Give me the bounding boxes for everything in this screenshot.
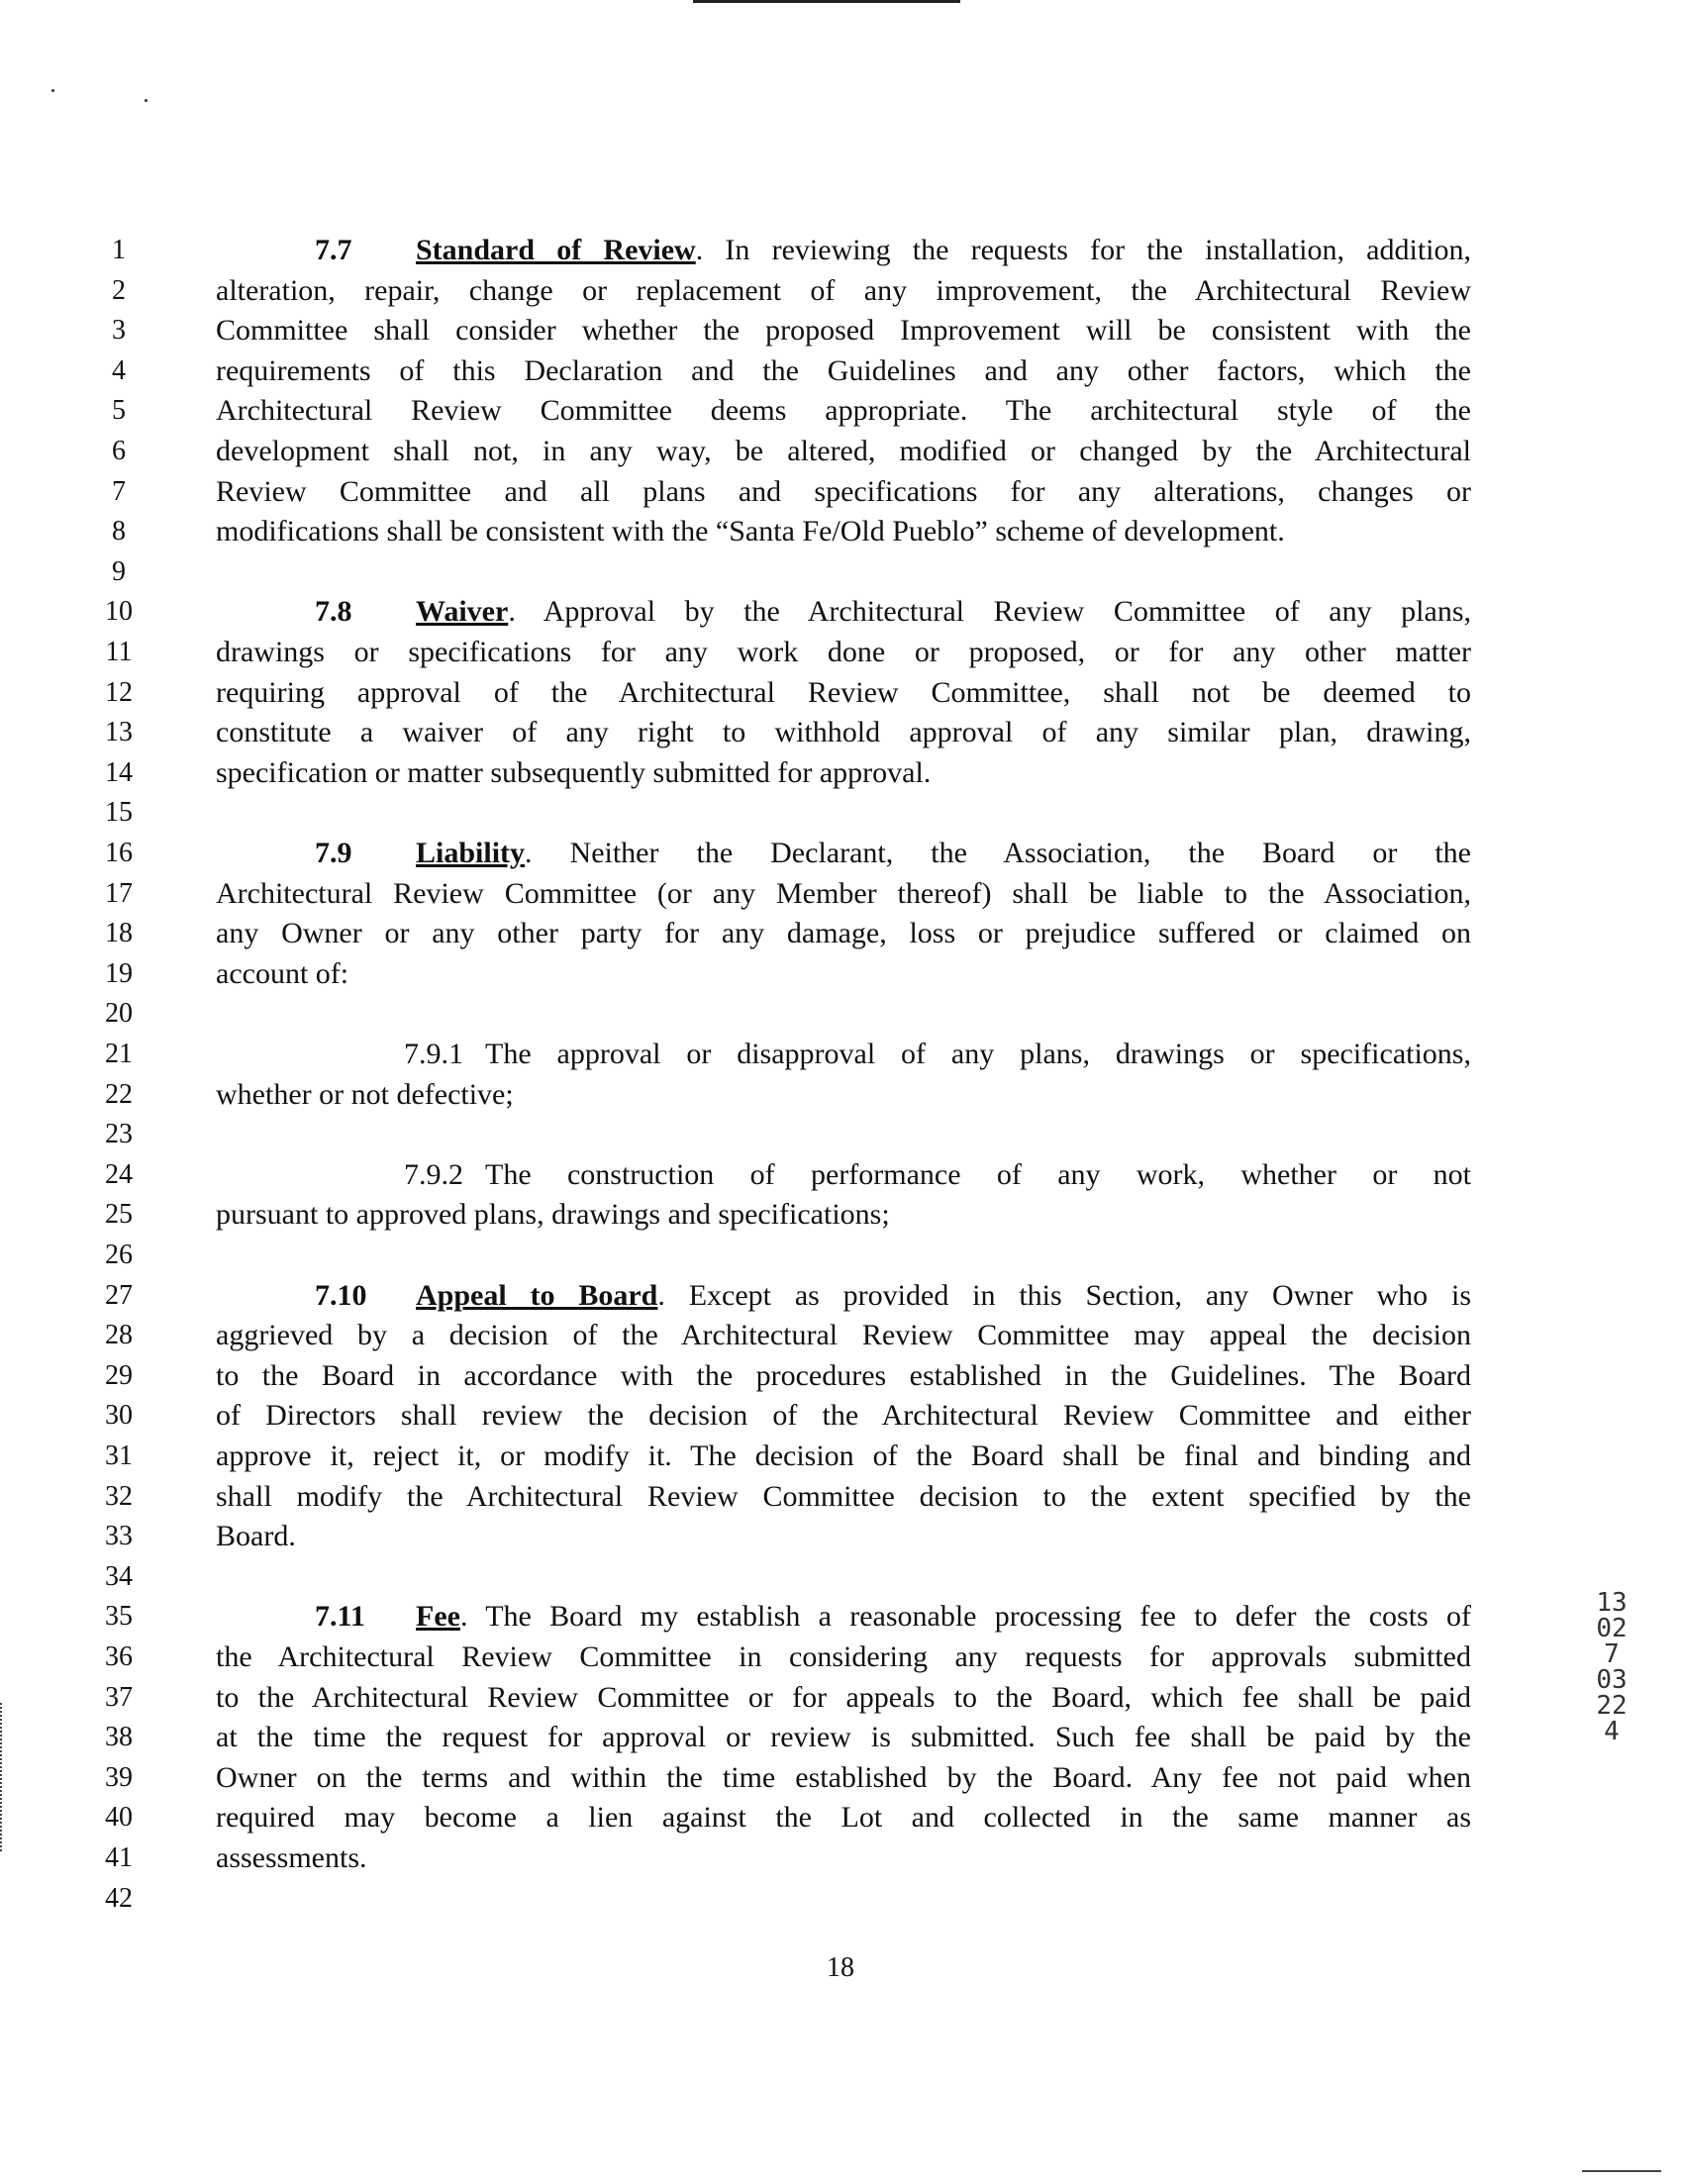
line-text: any Owner or any other party for any damage, loss or prejudice suffered or claimed on	[216, 917, 1471, 950]
document-line	[0, 1236, 1681, 1275]
document-line	[0, 713, 1681, 752]
section-text: . The Board my establish a reasonable processing fee to defer the costs of	[459, 1600, 1471, 1634]
document-line	[0, 271, 1681, 311]
document-line	[0, 432, 1681, 471]
document-line	[0, 1879, 1681, 1919]
document-line	[0, 994, 1681, 1034]
line-number: 20	[105, 998, 133, 1030]
document-line	[0, 231, 1681, 270]
document-line	[0, 592, 1681, 632]
line-text: constitute a waiver of any right to withhold approval of any similar plan, drawing,	[216, 716, 1471, 749]
document-line	[0, 673, 1681, 713]
document-line	[0, 512, 1681, 551]
line-number: 18	[105, 918, 133, 949]
line-number: 1	[112, 235, 126, 265]
line-text: to the Architectural Review Committee or for appeals to the Board, which fee shall be paid	[216, 1680, 1471, 1714]
line-number: 16	[105, 838, 133, 868]
line-number: 27	[105, 1279, 133, 1311]
document-line	[0, 472, 1681, 512]
document-line	[0, 1798, 1681, 1837]
document-line	[0, 1557, 1681, 1597]
section-number: 7.7	[315, 234, 352, 266]
line-text: of Directors shall review the decision of the Architectural Review Committee and either	[216, 1399, 1471, 1433]
section-number: 7.9	[315, 837, 352, 869]
document-line	[0, 1356, 1681, 1396]
line-text: to the Board in accordance with the procedures established in the Guidelines. The Board	[216, 1358, 1471, 1392]
line-number: 24	[105, 1158, 133, 1190]
document-line	[0, 1678, 1681, 1718]
document-line	[0, 793, 1681, 833]
line-number: 15	[105, 797, 133, 829]
document-line	[0, 1597, 1681, 1637]
line-text: modifications shall be consistent with the “Santa Fe/Old Pueblo” scheme of development.	[216, 515, 1285, 548]
line-number: 25	[105, 1199, 133, 1231]
scan-speck	[51, 89, 54, 92]
document-line	[0, 1437, 1681, 1476]
page-number: 18	[827, 1952, 854, 1983]
document-line	[0, 1718, 1681, 1757]
section-text: . Neither the Declarant, the Association, the Board or the	[525, 837, 1471, 869]
line-number: 37	[105, 1681, 133, 1713]
document-line	[0, 633, 1681, 672]
document-line	[0, 351, 1681, 391]
line-number: 5	[112, 395, 126, 427]
line-text: alteration, repair, change or replacement of any improvement, the Architectural Review	[216, 273, 1471, 307]
line-number: 39	[105, 1761, 133, 1793]
line-number: 36	[105, 1641, 133, 1672]
line-number: 22	[105, 1078, 133, 1110]
line-text: requirements of this Declaration and the Guidelines and any other factors, which the	[216, 353, 1471, 387]
top-edge-mark	[693, 0, 960, 3]
document-line	[0, 1396, 1681, 1436]
document-line	[0, 1075, 1681, 1115]
document-line	[0, 954, 1681, 994]
line-text	[216, 1035, 1471, 1074]
section-text: . Approval by the Architectural Review Committee of any plans,	[508, 595, 1471, 629]
line-text: whether or not defective;	[216, 1077, 514, 1111]
line-text: Review Committee and all plans and specifications for any alterations, changes or	[216, 474, 1471, 508]
document-line	[0, 874, 1681, 914]
line-text: approve it, reject it, or modify it. The decision of the Board shall be final and binding and	[216, 1439, 1471, 1472]
section-heading: Fee	[416, 1600, 460, 1634]
line-number: 23	[105, 1119, 133, 1150]
scan-speck	[145, 99, 148, 102]
document-line	[0, 1276, 1681, 1316]
section-number: 7.8	[315, 595, 352, 629]
line-text: Architectural Review Committee (or any Member thereof) shall be liable to the Association,	[216, 876, 1471, 910]
line-number: 28	[105, 1320, 133, 1351]
line-text	[216, 592, 1471, 632]
line-text	[216, 1276, 1471, 1316]
line-number: 13	[105, 717, 133, 748]
section-heading: Waiver	[416, 595, 509, 629]
document-line	[0, 1838, 1681, 1878]
document-line	[0, 311, 1681, 350]
line-number: 4	[112, 354, 126, 386]
line-text: drawings or specifications for any work done or proposed, or for any other matter	[216, 636, 1471, 668]
line-text	[216, 1597, 1471, 1637]
line-number: 41	[105, 1842, 133, 1873]
section-text: . In reviewing the requests for the installation, addition,	[695, 234, 1471, 266]
line-number: 21	[105, 1039, 133, 1069]
line-text: the Architectural Review Committee in considering any requests for approvals submitted	[216, 1640, 1471, 1673]
line-text: requiring approval of the Architectural Review Committee, shall not be deemed to	[216, 675, 1471, 709]
line-text: required may become a lien against the Lot and collected in the same manner as	[216, 1801, 1471, 1835]
document-line	[0, 753, 1681, 793]
line-text: aggrieved by a decision of the Architectural Review Committee may appeal the decision	[216, 1319, 1471, 1352]
document-line	[0, 1477, 1681, 1517]
line-text: pursuant to approved plans, drawings and specifications;	[216, 1198, 890, 1232]
line-number: 19	[105, 957, 133, 989]
line-number: 40	[105, 1802, 133, 1834]
subsection-number: 7.9.1	[404, 1038, 463, 1070]
document-line	[0, 1517, 1681, 1556]
section-number: 7.10	[315, 1278, 367, 1312]
document-line	[0, 1115, 1681, 1154]
line-number: 42	[105, 1882, 133, 1914]
line-number: 8	[112, 516, 126, 547]
line-text	[216, 834, 1471, 873]
section-heading: Appeal to Board	[416, 1278, 658, 1312]
line-number: 32	[105, 1480, 133, 1512]
section-number: 7.11	[315, 1600, 365, 1634]
document-line	[0, 1758, 1681, 1798]
subsection-text: The approval or disapproval of any plans, drawings or specifications,	[485, 1038, 1471, 1070]
line-number: 30	[105, 1400, 133, 1432]
line-number: 17	[105, 877, 133, 909]
line-number: 12	[105, 676, 133, 708]
line-number: 26	[105, 1240, 133, 1270]
section-text: . Except as provided in this Section, any Owner who is	[657, 1278, 1471, 1312]
recording-stamp: 13027 03224	[1596, 1588, 1628, 1746]
line-text: at the time the request for approval or review is submitted. Such fee shall be paid by the	[216, 1721, 1471, 1754]
line-number: 10	[105, 596, 133, 628]
document-line	[0, 1316, 1681, 1355]
line-text	[216, 1155, 1471, 1195]
line-text: Committee shall consider whether the proposed Improvement will be consistent with the	[216, 314, 1471, 347]
line-text: Architectural Review Committee deems appropriate. The architectural style of the	[216, 394, 1471, 428]
document-line	[0, 391, 1681, 431]
line-number: 29	[105, 1359, 133, 1391]
document-line	[0, 1035, 1681, 1074]
line-number: 38	[105, 1722, 133, 1753]
document-line	[0, 1195, 1681, 1235]
line-number: 3	[112, 315, 126, 347]
line-number: 7	[112, 475, 126, 507]
line-text: development shall not, in any way, be altered, modified or changed by the Architectural	[216, 435, 1471, 467]
document-line	[0, 834, 1681, 873]
line-number: 31	[105, 1440, 133, 1471]
document-line	[0, 1155, 1681, 1195]
line-text: specification or matter subsequently submitted for approval.	[216, 755, 932, 789]
document-line	[0, 914, 1681, 953]
line-number: 35	[105, 1601, 133, 1633]
bottom-edge-mark	[1582, 2170, 1661, 2172]
line-text: shall modify the Architectural Review Committee decision to the extent specified by the	[216, 1479, 1471, 1513]
subsection-text: The construction of performance of any work, whether or not	[485, 1157, 1471, 1191]
line-number: 34	[105, 1560, 133, 1592]
line-number: 9	[112, 555, 126, 587]
line-text: account of:	[216, 956, 349, 990]
line-number: 33	[105, 1521, 133, 1552]
line-text	[216, 231, 1471, 270]
line-number: 2	[112, 274, 126, 306]
line-text: Board.	[216, 1520, 296, 1553]
document-line	[0, 552, 1681, 592]
line-text: assessments.	[216, 1841, 367, 1874]
line-number: 14	[105, 756, 133, 788]
section-heading: Standard of Review	[416, 234, 696, 266]
subsection-number: 7.9.2	[404, 1157, 463, 1191]
line-number: 11	[105, 637, 133, 667]
document-line	[0, 1638, 1681, 1677]
line-text: Owner on the terms and within the time established by the Board. Any fee not paid when	[216, 1760, 1471, 1794]
line-number: 6	[112, 436, 126, 466]
section-heading: Liability	[416, 837, 526, 869]
